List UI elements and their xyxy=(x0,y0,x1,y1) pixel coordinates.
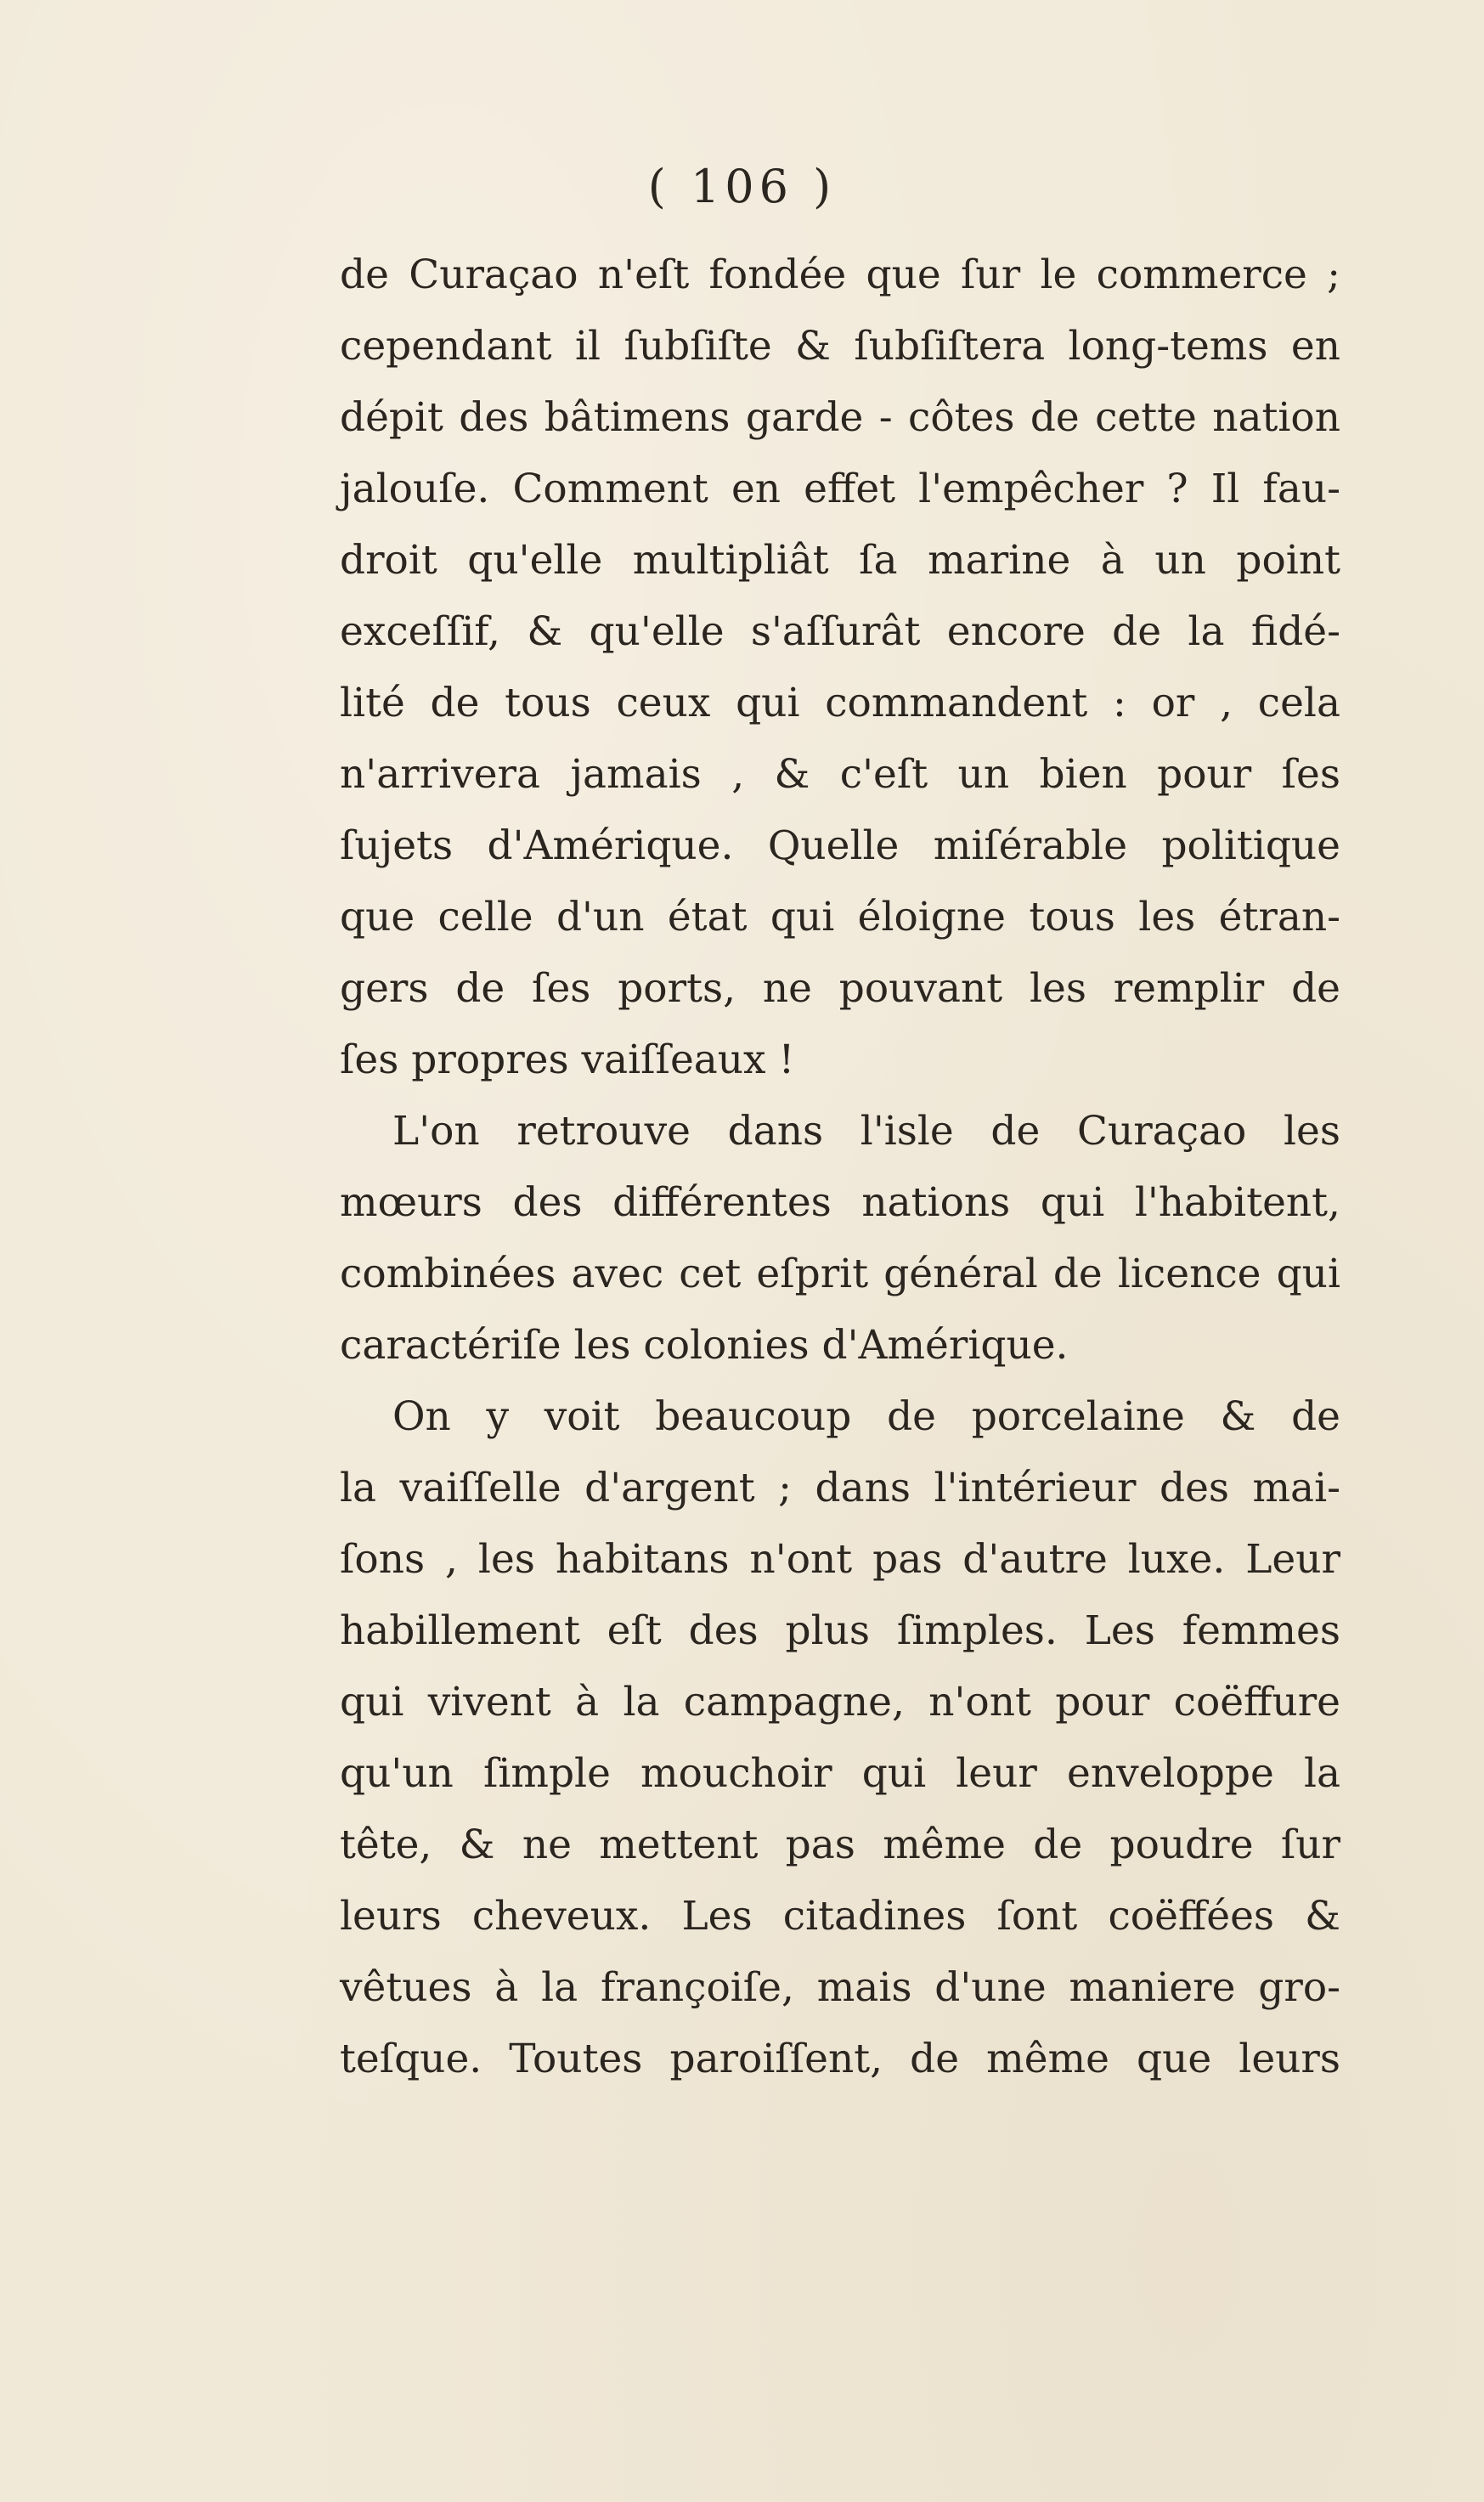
text-line: ſes propres vaiſſeaux ! xyxy=(340,1036,795,1083)
text-line: mœurs des différentes nations qui l'habitent, xyxy=(340,1179,1340,1226)
text-line: qu'un ſimple mouchoir qui leur enveloppe la xyxy=(340,1750,1340,1797)
text-line: teſque. Toutes paroiſſent, de même que leurs xyxy=(340,2036,1340,2082)
text-line: exceſſif, & qu'elle s'aſſurât encore de la fidé- xyxy=(340,608,1340,655)
text-line: la vaiſſelle d'argent ; dans l'intérieur des mai- xyxy=(340,1465,1340,1511)
text-line: lité de tous ceux qui commandent : or , cela xyxy=(340,680,1340,726)
text-line: qui vivent à la campagne, n'ont pour coëffure xyxy=(340,1679,1340,1725)
paragraph-start-line: L'on retrouve dans l'isle de Curaçao les xyxy=(392,1108,1340,1155)
text-line: tête, & ne mettent pas même de poudre ſur xyxy=(340,1821,1340,1868)
text-line: droit qu'elle multipliât ſa marine à un point xyxy=(340,537,1340,584)
page-number: ( 106 ) xyxy=(647,160,837,213)
text-line: jalouſe. Comment en effet l'empêcher ? Il fau- xyxy=(340,466,1340,512)
text-line: cependant il ſubſiſte & ſubſiſtera long-tems en xyxy=(340,323,1340,370)
paragraph-start-line: On y voit beaucoup de porcelaine & de xyxy=(392,1393,1340,1440)
body-text xyxy=(340,240,1340,2095)
text-line: que celle d'un état qui éloigne tous les étran- xyxy=(340,894,1340,940)
text-line: ſujets d'Amérique. Quelle miſérable politique xyxy=(340,822,1340,869)
text-line: dépit des bâtimens garde - côtes de cette nation xyxy=(340,394,1340,441)
text-line: ſons , les habitans n'ont pas d'autre luxe. Leur xyxy=(340,1536,1340,1583)
text-line: vêtues à la françoiſe, mais d'une maniere gro- xyxy=(340,1964,1340,2011)
text-line: caractériſe les colonies d'Amérique. xyxy=(340,1322,1069,1369)
text-line: habillement eſt des plus ſimples. Les femmes xyxy=(340,1607,1340,1654)
text-line: combinées avec cet eſprit général de licence qui xyxy=(340,1251,1340,1297)
text-line: n'arrivera jamais , & c'eſt un bien pour ſes xyxy=(340,751,1340,798)
text-line: gers de ſes ports, ne pouvant les remplir de xyxy=(340,965,1340,1012)
text-line: leurs cheveux. Les citadines ſont coëffées & xyxy=(340,1893,1340,1940)
text-line: de Curaçao n'eſt fondée que ſur le commerce ; xyxy=(340,251,1340,298)
